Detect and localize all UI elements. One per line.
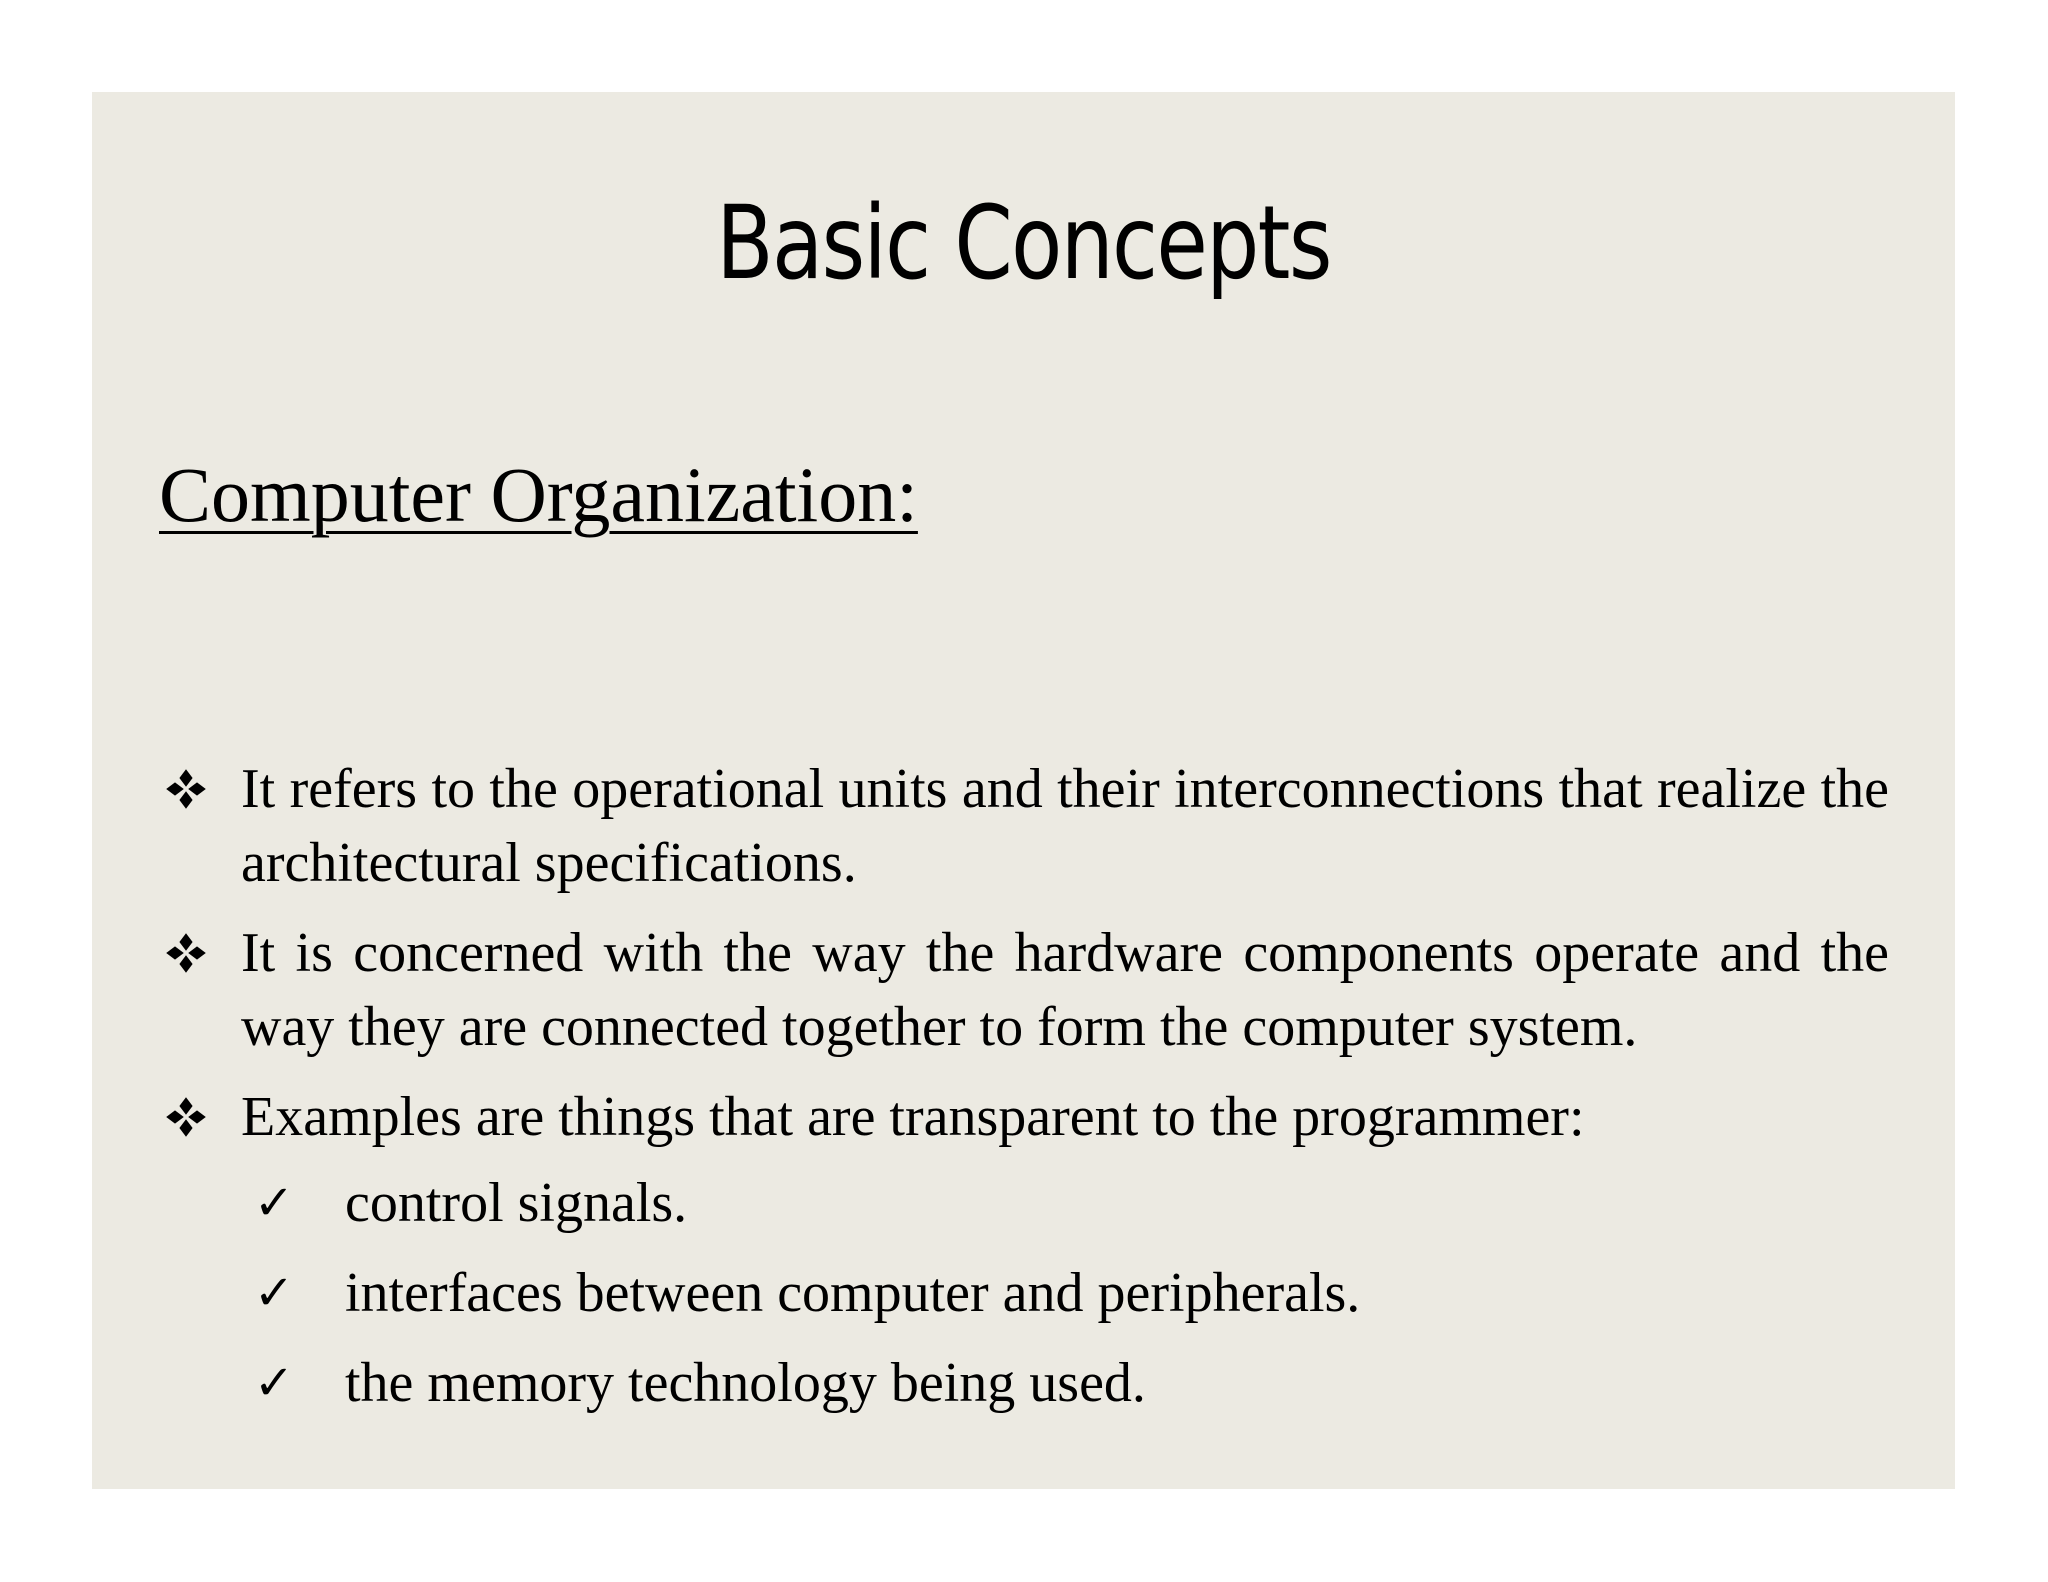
diamond-bullet-icon [159,916,213,990]
checkmark-icon: ✓ [253,1355,295,1411]
slide-title: Basic Concepts [716,184,1331,303]
slide [92,92,1955,1489]
diamond-bullet-icon [159,752,213,826]
bullet-list [159,752,1889,1436]
example-text: interfaces between computer and peripherals. [345,1262,1361,1324]
bullet-item [159,752,1889,900]
example-item [159,1166,1889,1240]
bullet-item [159,916,1889,1064]
bullet-text: Examples are things that are transparent to the programmer: [241,1086,1585,1148]
checkmark-icon: ✓ [253,1175,295,1231]
diamond-bullet-icon [159,1080,213,1154]
section-heading: Computer Organization: [159,451,918,538]
example-text: the memory technology being used. [345,1352,1146,1414]
bullet-item [159,1080,1889,1154]
bullet-text: It is concerned with the way the hardware components operate and the way they are connected together to form the computer system. [241,922,1889,1058]
example-item [159,1346,1889,1420]
example-list [159,1166,1889,1420]
example-text: control signals. [345,1172,688,1234]
example-item [159,1256,1889,1330]
checkmark-icon: ✓ [253,1265,295,1321]
bullet-text: It refers to the operational units and their interconnections that realize the architectural specifications. [241,758,1889,894]
